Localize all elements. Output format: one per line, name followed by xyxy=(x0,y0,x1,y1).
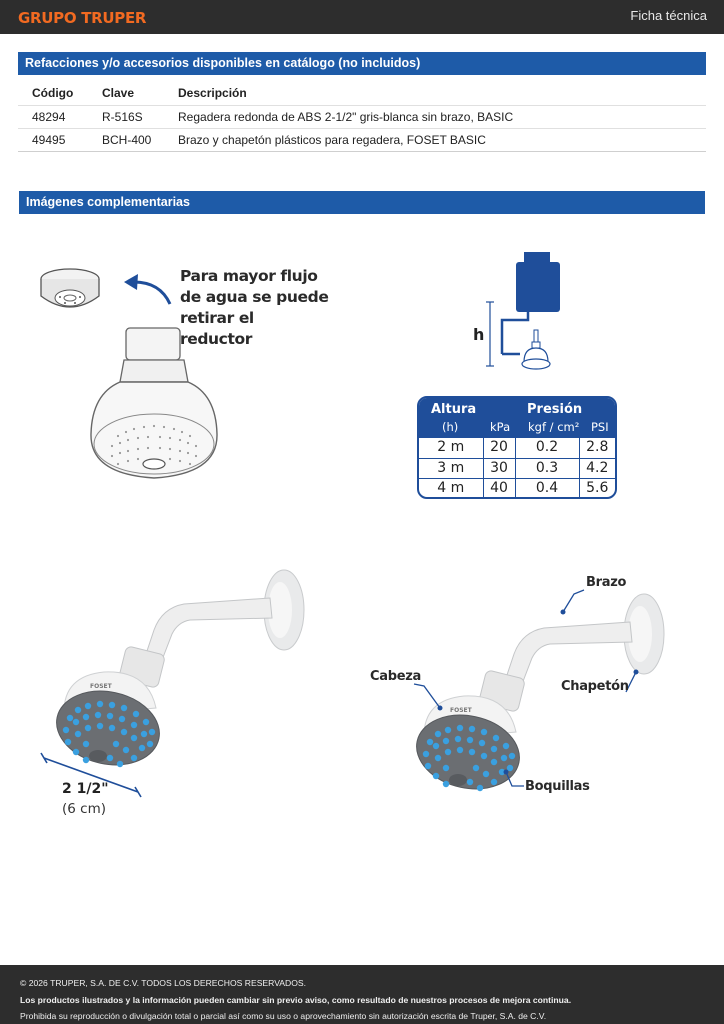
cell-kpa: 30 xyxy=(483,458,515,478)
callout-cabeza: Cabeza xyxy=(370,669,421,684)
header-kgf: kgf / cm² xyxy=(528,420,580,434)
cell-key: R-516S xyxy=(88,105,164,128)
callout-chapeton: Chapetón xyxy=(561,679,629,694)
height-label: h xyxy=(473,325,485,344)
callout-brazo: Brazo xyxy=(586,575,627,590)
cell-altura: 4 m xyxy=(419,478,483,498)
cell-description: Regadera redonda de ABS 2-1/2" gris-blanca sin brazo, BASIC xyxy=(164,105,706,128)
brand-logo: GRUPO TRUPER xyxy=(18,9,147,27)
cell-kgf: 0.2 xyxy=(515,438,579,458)
cell-description: Brazo y chapetón plásticos para regadera, FOSET BASIC xyxy=(164,128,706,151)
cell-altura: 3 m xyxy=(419,458,483,478)
note-line: de agua se puede xyxy=(180,288,329,306)
footer-disclaimer: Prohibida su reproducción o divulgación total o parcial así como su uso o aprovechamiento sin autorización escrita de Truper, S.A. de C.V. xyxy=(20,1011,547,1021)
cell-altura: 2 m xyxy=(419,438,483,458)
cell-code: 48294 xyxy=(18,105,88,128)
header-kpa: kPa xyxy=(490,420,511,434)
section-title-accessories: Refacciones y/o accesorios disponibles en catálogo (no incluidos) xyxy=(18,52,706,75)
dimension-inches: 2 1/2" xyxy=(62,781,109,797)
cell-psi: 2.8 xyxy=(579,438,615,458)
product-brand-mark: FOSET xyxy=(450,707,472,714)
cell-kgf: 0.4 xyxy=(515,478,579,498)
header-altura: Altura xyxy=(431,402,477,417)
document-type: Ficha técnica xyxy=(630,8,707,23)
cell-key: BCH-400 xyxy=(88,128,164,151)
cell-kpa: 40 xyxy=(483,478,515,498)
cell-psi: 4.2 xyxy=(579,458,615,478)
column-header-key: Clave xyxy=(102,86,135,101)
footer xyxy=(0,965,724,1024)
column-header-description: Descripción xyxy=(178,86,247,101)
dimension-cm: (6 cm) xyxy=(62,801,106,817)
footer-notice: Los productos ilustrados y la información pueden cambiar sin previo aviso, como resultado de nuestros procesos de mejora continua. xyxy=(20,994,572,1005)
header-altura-sub: (h) xyxy=(442,420,459,434)
product-brand-mark: FOSET xyxy=(90,683,112,690)
footer-copyright: © 2026 TRUPER, S.A. DE C.V. TODOS LOS DERECHOS RESERVADOS. xyxy=(20,978,307,988)
cell-kpa: 20 xyxy=(483,438,515,458)
header-presion: Presión xyxy=(527,402,583,417)
header-psi: PSI xyxy=(591,420,609,434)
cell-code: 49495 xyxy=(18,128,88,151)
note-line: retirar el reductor xyxy=(180,309,254,348)
section-title-images: Imágenes complementarias xyxy=(19,191,705,214)
callout-boquillas: Boquillas xyxy=(525,779,590,794)
cell-psi: 5.6 xyxy=(586,479,609,496)
cell-kgf: 0.3 xyxy=(515,458,579,478)
column-header-code: Código xyxy=(32,86,74,101)
note-line: Para mayor flujo xyxy=(180,267,318,285)
